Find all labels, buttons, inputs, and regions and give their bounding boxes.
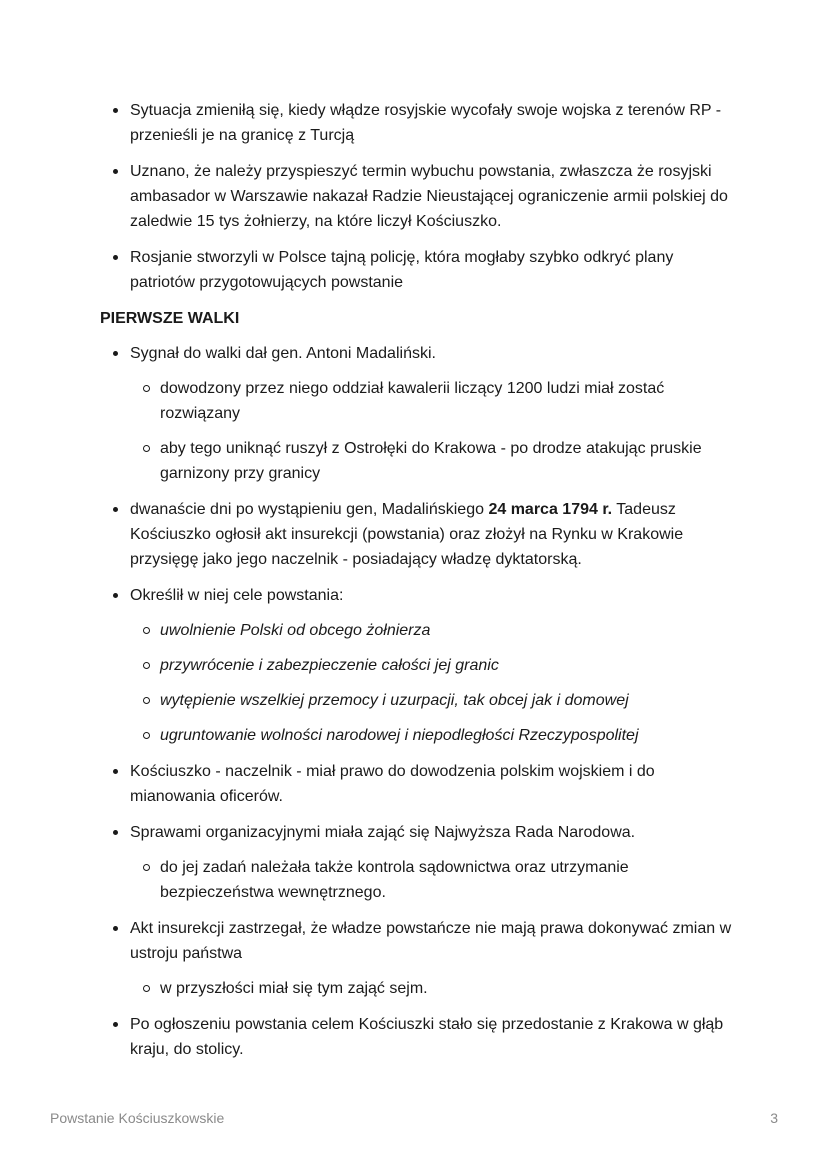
sub-item-text: do jej zadań należała także kontrola sądownictwa oraz utrzymanie bezpieczeństwa wewnętrznego.	[160, 859, 629, 901]
bullet-icon	[113, 593, 118, 598]
sub-item-text: dowodzony przez niego oddział kawalerii liczący 1200 ludzi miał zostać rozwiązany	[160, 380, 665, 422]
footer-title: Powstanie Kościuszkowskie	[50, 1110, 225, 1126]
sub-item-text: w przyszłości miał się tym zająć sejm.	[160, 980, 428, 997]
circle-bullet-icon	[143, 985, 150, 992]
page-number: 3	[770, 1110, 778, 1126]
circle-bullet-icon	[143, 697, 150, 704]
list-item-text: Sprawami organizacyjnymi miała zająć się Najwyższa Rada Narodowa.	[130, 824, 636, 841]
list-item	[100, 1012, 740, 1062]
sub-item-text: przywrócenie i zabezpieczenie całości jej granic	[160, 657, 499, 674]
date-bold: 24 marca 1794 r.	[488, 501, 613, 518]
bullet-icon	[113, 1022, 118, 1027]
list-item	[100, 341, 740, 486]
bullet-icon	[113, 769, 118, 774]
page-content	[100, 98, 740, 1073]
list-item-text: dwanaście dni po wystąpieniu gen, Madalińskiego	[130, 501, 489, 518]
list-item-text: Akt insurekcji zastrzegał, że władze powstańcze nie mają prawa dokonywać zmian w ustroju państwa	[130, 920, 732, 962]
sub-list-item	[130, 855, 740, 905]
intro-list	[100, 98, 740, 295]
sub-list-item	[130, 436, 740, 486]
list-item-text: Po ogłoszeniu powstania celem Kościuszki stało się przedostanie z Krakowa w głąb kraju, do stolicy.	[130, 1016, 724, 1058]
list-item	[100, 98, 740, 148]
sub-list-item	[130, 976, 740, 1001]
list-item-text: Tadeusz Kościuszko ogłosił akt insurekcji (powstania) oraz złożył na Rynku w Krakowie przysięgę jako jego naczelnik - posiadający władzę dyktatorską.	[130, 501, 684, 568]
sub-item-text: uwolnienie Polski od obcego żołnierza	[160, 622, 431, 639]
list-item-text: Kościuszko - naczelnik - miał prawo do dowodzenia polskim wojskiem i do mianowania oficerów.	[130, 763, 655, 805]
circle-bullet-icon	[143, 445, 150, 452]
circle-bullet-icon	[143, 864, 150, 871]
sub-list-item	[130, 653, 740, 678]
goals-sub-list	[130, 618, 740, 748]
circle-bullet-icon	[143, 385, 150, 392]
sub-list-item	[130, 618, 740, 643]
sub-list	[130, 855, 740, 905]
list-item	[100, 159, 740, 234]
list-item-text: Uznano, że należy przyspieszyć termin wybuchu powstania, zwłaszcza że rosyjski ambasador w Warszawie nakazał Radzie Nieustającej ograniczenie armii polskiej do zaledwie 15 tys żołnierzy, na które liczył Kościuszko.	[130, 163, 728, 230]
sub-list-item	[130, 376, 740, 426]
list-item-text: Sygnał do walki dał gen. Antoni Madaliński.	[130, 345, 436, 362]
bullet-icon	[113, 108, 118, 113]
list-item	[100, 759, 740, 809]
bullet-icon	[113, 351, 118, 356]
circle-bullet-icon	[143, 662, 150, 669]
sub-item-text: wytępienie wszelkiej przemocy i uzurpacji, tak obcej jak i domowej	[160, 692, 629, 709]
bullet-icon	[113, 255, 118, 260]
sub-list-item	[130, 723, 740, 748]
bullet-icon	[113, 926, 118, 931]
list-item	[100, 916, 740, 1001]
list-item-text: Określił w niej cele powstania:	[130, 587, 344, 604]
list-item	[100, 820, 740, 905]
list-item	[100, 583, 740, 748]
list-item	[100, 497, 740, 572]
bullet-icon	[113, 830, 118, 835]
list-item-text: Rosjanie stworzyli w Polsce tajną policję, która mogłaby szybko odkryć plany patriotów przygotowujących powstanie	[130, 249, 674, 291]
bullet-icon	[113, 507, 118, 512]
list-item-text: Sytuacja zmieniłą się, kiedy włądze rosyjskie wycofały swoje wojska z terenów RP - przenieśli je na granicę z Turcją	[130, 102, 722, 144]
circle-bullet-icon	[143, 732, 150, 739]
sub-list	[130, 976, 740, 1001]
sub-list	[130, 376, 740, 486]
first-battles-list	[100, 341, 740, 1062]
sub-item-text: aby tego uniknąć ruszył z Ostrołęki do Krakowa - po drodze atakując pruskie garnizony przy granicy	[160, 440, 702, 482]
bullet-icon	[113, 169, 118, 174]
sub-list-item	[130, 688, 740, 713]
section-heading: PIERWSZE WALKI	[100, 310, 240, 327]
list-item	[100, 245, 740, 295]
sub-item-text: ugruntowanie wolności narodowej i niepodległości Rzeczypospolitej	[160, 727, 639, 744]
circle-bullet-icon	[143, 627, 150, 634]
